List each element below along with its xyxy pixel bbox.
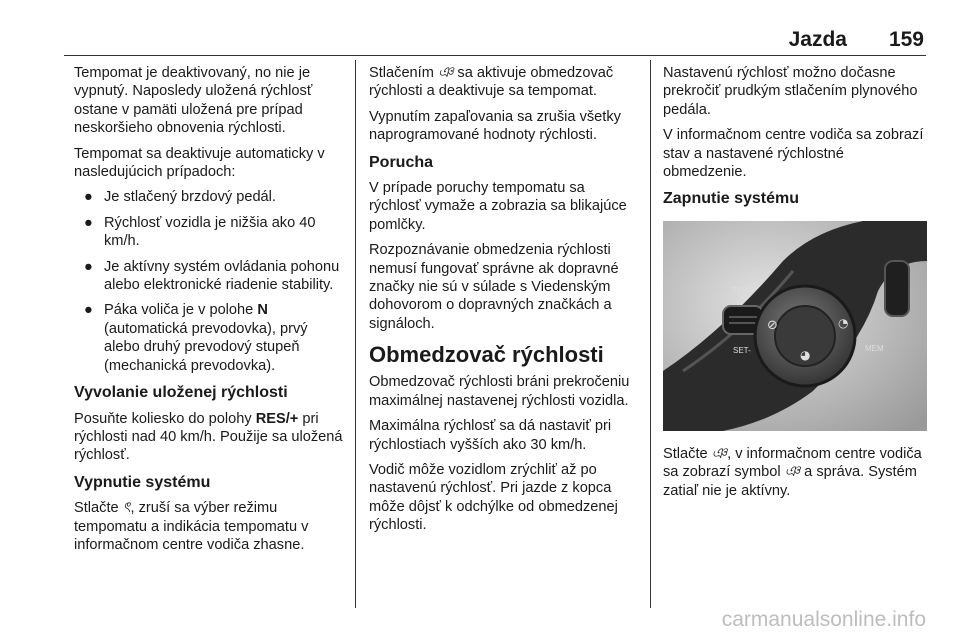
- paragraph: Tempomat je deaktivovaný, no nie je vypnutý. Naposledy uložená rýchlosť ostane v pamäti uložená pre prípad neskoršieho obnovenia rýchlosti.: [74, 65, 313, 137]
- list-item: [74, 214, 346, 251]
- page-number: 159: [888, 28, 924, 51]
- list-item: [74, 188, 346, 206]
- column-1: [74, 64, 346, 561]
- heading-switch-on: Zapnutie systému: [663, 190, 800, 208]
- bullet-list: [74, 188, 346, 375]
- paragraph: Stlačením ঞ sa aktivuje obmedzovač rýchlosti a deaktivuje sa tempomat.: [369, 65, 614, 100]
- paragraph: Stlačte ৎ, zruší sa výber režimu tempomatu a indikácia tempomatu v informačnom centre vodiča zhasne.: [74, 500, 309, 553]
- paragraph: Nastavenú rýchlosť možno dočasne prekročiť prudkým stlačením plynového pedála.: [663, 65, 918, 118]
- cruise-off-icon: ৎ: [122, 500, 131, 517]
- paragraph: V informačnom centre vodiča sa zobrazí stav a nastavené rýchlostné obmedzenie.: [663, 127, 924, 181]
- paragraph: Vypnutím zapaľovania sa zrušia všetky naprogramované hodnoty rýchlosti.: [369, 108, 621, 144]
- list-item-text: Je aktívny systém ovládania pohonu alebo elektronické riadenie stability.: [104, 258, 340, 294]
- paragraph: Obmedzovač rýchlosti bráni prekročeniu maximálnej nastavenej rýchlosti vozidla.: [369, 374, 630, 409]
- heading-speed-limiter: Obmedzovač rýchlosti: [369, 342, 604, 368]
- column-3: [663, 64, 927, 507]
- paragraph: Stlačte ঞ, v informačnom centre vodiča sa zobrazí symbol ঞ a správa. Systém zatiaľ nie je aktívny.: [663, 445, 922, 499]
- label-res: RES+: [731, 285, 753, 295]
- column-divider-1: [355, 60, 356, 608]
- paragraph: Vodič môže vozidlom zrýchliť až po nastavenú rýchlosť. Pri jazde z kopca môže dôjsť k odchýlke od obmedzenej rýchlosti.: [369, 461, 618, 534]
- section-title: Jazda: [788, 28, 847, 51]
- heading-recall-speed: Vyvolanie uloženej rýchlosti: [74, 384, 288, 402]
- heading-switch-off: Vypnutie systému: [74, 473, 211, 491]
- gear-position-label: N: [257, 302, 268, 319]
- list-item-text: Páka voliča je v polohe: [104, 302, 258, 319]
- list-item-text: (automatická prevodovka), prvý alebo druhý prevodový stupeň (mechanická prevodovka).: [104, 320, 308, 374]
- list-item: [74, 301, 346, 375]
- cruise-on-button-icon: ◕: [800, 347, 811, 362]
- bullet-icon: ●: [84, 258, 93, 275]
- paragraph: Posuňte koliesko do polohy RES/+ pri rýchlosti nad 40 km/h. Použije sa uložená rýchlosť.: [74, 410, 343, 464]
- speed-limiter-icon: ঞ: [711, 445, 728, 462]
- column-2: [369, 64, 639, 542]
- speed-limiter-icon: ঞ: [784, 464, 801, 481]
- bullet-icon: ●: [84, 302, 93, 319]
- speed-limiter-icon: ঞ: [437, 65, 454, 81]
- paragraph: Maximálna rýchlosť sa dá nastaviť pri rýchlostiach vyšších ako 30 km/h.: [369, 418, 612, 453]
- paragraph: Rozpoznávanie obmedzenia rýchlosti nemusí fungovať správne ak dopravné značky nie sú v súlade s Viedenským dohovorom o dopravných značkách a signáloch.: [369, 242, 619, 332]
- page-header: [0, 28, 960, 52]
- speed-limiter-button-icon: ⊘: [767, 317, 778, 333]
- header-rule: [64, 55, 926, 56]
- bullet-icon: ●: [84, 214, 93, 231]
- bullet-icon: ●: [84, 189, 93, 206]
- list-item-text: Rýchlosť vozidla je nižšia ako 40 km/h.: [104, 214, 316, 250]
- paragraph: V prípade poruchy tempomatu sa rýchlosť vymaže a zobrazia sa blikajúce pomlčky.: [369, 180, 627, 233]
- paragraph: Tempomat sa deaktivuje automaticky v nasledujúcich prípadoch:: [74, 145, 325, 181]
- label-set: SET-: [733, 345, 751, 355]
- column-divider-2: [650, 60, 651, 608]
- res-label: RES/+: [255, 410, 299, 427]
- heading-fault: Porucha: [369, 153, 434, 171]
- steering-wheel-controls-photo: [663, 221, 927, 431]
- watermark: carmanualsonline.info: [721, 608, 926, 631]
- cruise-off-button-icon: ◔: [838, 315, 849, 330]
- label-mem: MEM: [865, 343, 884, 353]
- list-item: [74, 258, 346, 295]
- list-item-text: Je stlačený brzdový pedál.: [104, 189, 276, 206]
